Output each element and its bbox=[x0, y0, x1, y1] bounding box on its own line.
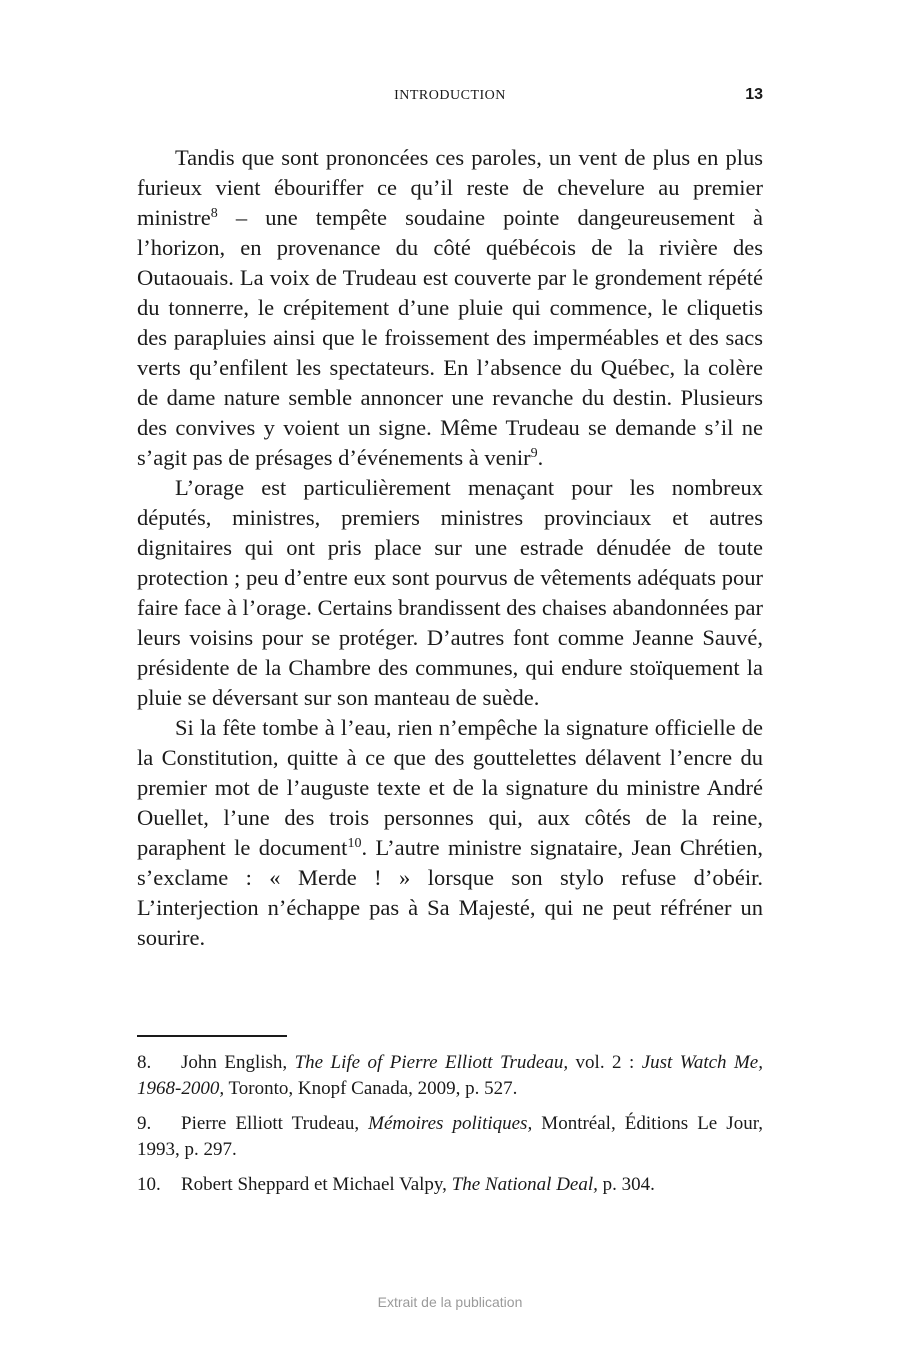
footnotes bbox=[137, 1050, 763, 1207]
page-number: 13 bbox=[745, 86, 763, 103]
paragraph-1-part-3: . bbox=[537, 445, 544, 470]
footnote-8 bbox=[137, 1050, 763, 1102]
running-title: INTRODUCTION bbox=[394, 88, 506, 103]
paragraph-2-text: L’orage est particulièrement menaçant pour les nombreux députés, ministres, premiers ministres provinciaux et autres dignitaires qui ont pris place sur une estrade dénudée de toute protection ; peu d’entre eux sont pourvus de vêtements adéquats pour faire face à l’orage. Certains brandissent des chaises abandonnées par leurs voisins pour se protéger. D’autres font comme Jeanne Sauvé, présidente de la Chambre des communes, qui endure stoïquement la pluie se déversant sur son manteau de suède. bbox=[137, 475, 763, 710]
footnote-10 bbox=[137, 1172, 763, 1198]
paragraph-3-part-2: . L’autre ministre signataire, Jean Chrétien, s’exclame : « Merde ! » lorsque son stylo refuse d’obéir. L’interjection n’échappe pas à Sa Majesté, qui ne peut réfréner un sourire. bbox=[137, 835, 764, 950]
footnote-text: p. 304. bbox=[597, 1174, 655, 1195]
footnote-9 bbox=[137, 1111, 763, 1163]
footnote-number: 8. bbox=[137, 1052, 152, 1073]
paragraph-1-part-1: Tandis que sont prononcées ces paroles, un vent de plus en plus furieux vient ébouriffer ce qu’il reste de chevelure au premier ministre bbox=[137, 145, 763, 230]
footnote-rule bbox=[137, 1035, 287, 1037]
footnote-title: Mémoires politiques, bbox=[368, 1113, 533, 1134]
paragraph-1 bbox=[137, 143, 763, 473]
footnote-text: Robert Sheppard et Michael Valpy, bbox=[181, 1174, 452, 1195]
footnote-text: Pierre Elliott Trudeau, bbox=[181, 1113, 369, 1134]
footnote-text: Montréal, Éditions Le Jour, 1993, p. 297. bbox=[137, 1113, 764, 1160]
body-text bbox=[137, 143, 763, 953]
footnote-subtitle: Just Watch Me, 1968-2000, bbox=[137, 1052, 763, 1099]
paragraph-1-part-2: – une tempête soudaine pointe dangeureusement à l’horizon, en provenance du côté québécois de la rivière des Outaouais. La voix de Trudeau est couverte par le grondement répété du tonnerre, le crépitement d’une pluie qui commence, le cliquetis des parapluies ainsi que le froissement des imperméables et des sacs verts qu’enfilent les spectateurs. En l’absence du Québec, la colère de dame nature semble annoncer une revanche du destin. Plusieurs des convives y voient un signe. Même Trudeau se demande s’il ne s’agit pas de présages d’événements à venir bbox=[137, 205, 763, 470]
footnote-number: 9. bbox=[137, 1113, 152, 1134]
footnote-text: vol. 2 : bbox=[568, 1052, 642, 1073]
footnote-text: John English, bbox=[181, 1052, 295, 1073]
footnote-title: The National Deal, bbox=[451, 1174, 598, 1195]
footnote-title: The Life of Pierre Elliott Trudeau, bbox=[294, 1052, 569, 1073]
footnote-ref-8[interactable]: 8 bbox=[210, 206, 218, 221]
paragraph-3-part-1: Si la fête tombe à l’eau, rien n’empêche la signature officielle de la Constitution, quitte à ce que des gouttelettes délavent l’encre du premier mot de l’auguste texte et de la signature du ministre André Ouellet, l’une des trois personnes qui, aux côtés de la reine, paraphent le document bbox=[137, 715, 763, 860]
footnote-ref-10[interactable]: 10 bbox=[347, 836, 362, 851]
paragraph-2 bbox=[137, 473, 763, 713]
footnote-number: 10. bbox=[137, 1174, 161, 1195]
running-head bbox=[137, 86, 763, 108]
publication-watermark: Extrait de la publication bbox=[377, 1294, 523, 1310]
footnote-ref-9[interactable]: 9 bbox=[530, 446, 538, 461]
paragraph-3 bbox=[137, 713, 763, 953]
footnote-text: Toronto, Knopf Canada, 2009, p. 527. bbox=[224, 1078, 518, 1099]
